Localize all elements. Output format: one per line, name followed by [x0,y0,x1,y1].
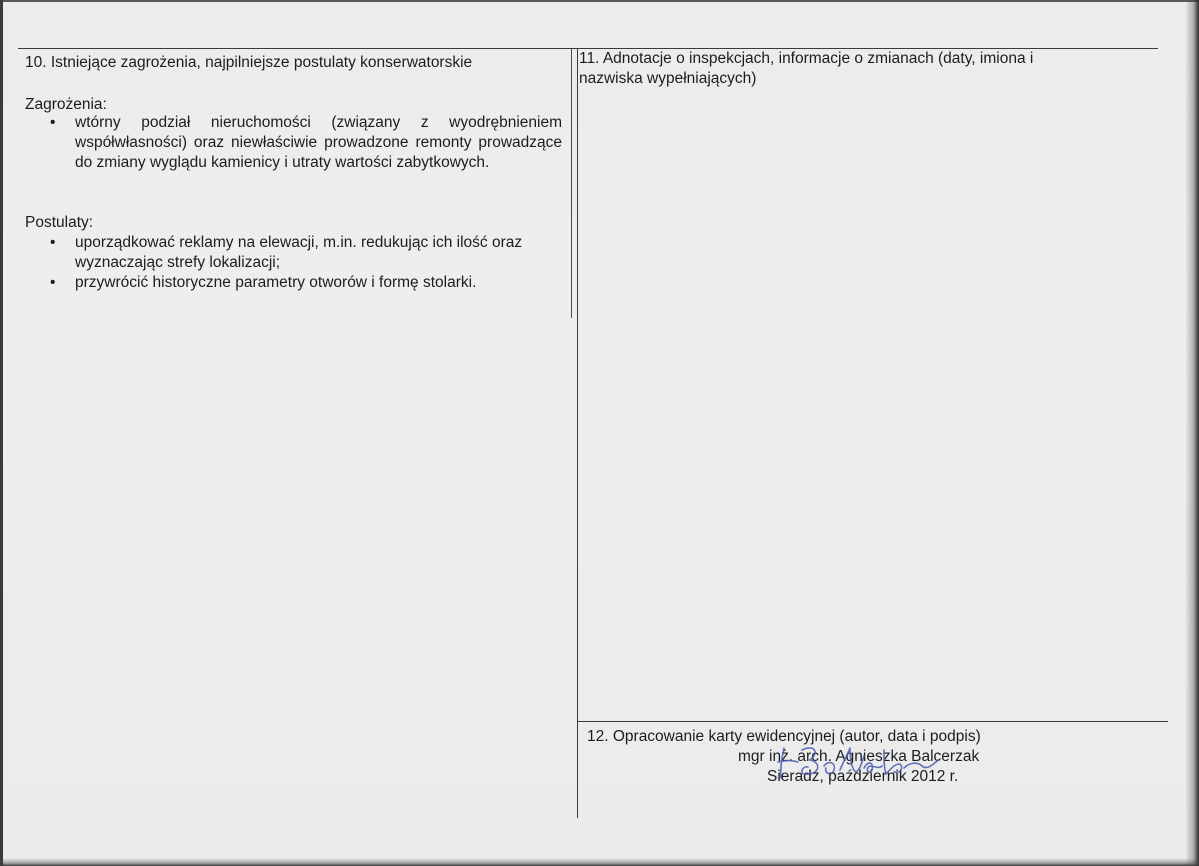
place-and-date: Sieradz, październik 2012 r. [767,768,959,785]
column-divider [577,48,578,818]
section11-heading-line1: 11. Adnotacje o inspekcjach, informacje o zmianach (daty, imiona i [579,50,1034,67]
list-item [25,113,562,173]
threats-label: Zagrożenia: [25,96,107,113]
scan-edge-right [1185,0,1199,866]
list-item [25,233,545,273]
threat-text: wtórny podział nieruchomości (związany z wyodrębnieniem współwłasności) oraz niewłaściwie prowadzone remonty prowadzące do zmiany wyglądu kamienicy i utraty wartości zabytkowych. [75,114,562,171]
section12-heading: 12. Opracowanie karty ewidencyjnej (autor, data i podpis) [587,728,981,745]
postulates-list [25,233,545,293]
postulates-label: Postulaty: [25,214,94,231]
signature-icon [772,740,942,785]
bullet-icon: • [50,274,56,291]
scan-edge-top [0,0,1199,2]
postulate-text: uporządkować reklamy na elewacji, m.in. redukując ich ilość oraz wyznaczając strefy lokalizacji; [75,234,523,271]
threats-list [25,113,562,173]
section10-heading: 10. Istniejące zagrożenia, najpilniejsze postulaty konserwatorskie [25,54,473,71]
bullet-icon: • [50,114,56,131]
postulate-text: przywrócić historyczne parametry otworów i formę stolarki. [75,274,477,291]
section12-top-border [577,721,1168,722]
left-column-right-edge [571,48,572,318]
section11-heading-line2: nazwiska wypełniających) [579,70,757,87]
scan-edge-left [0,0,3,866]
scan-edge-bottom [0,858,1199,866]
bullet-icon: • [50,234,56,251]
author-name: mgr inż. arch. Agnieszka Balcerzak [738,748,980,765]
list-item [25,273,545,293]
